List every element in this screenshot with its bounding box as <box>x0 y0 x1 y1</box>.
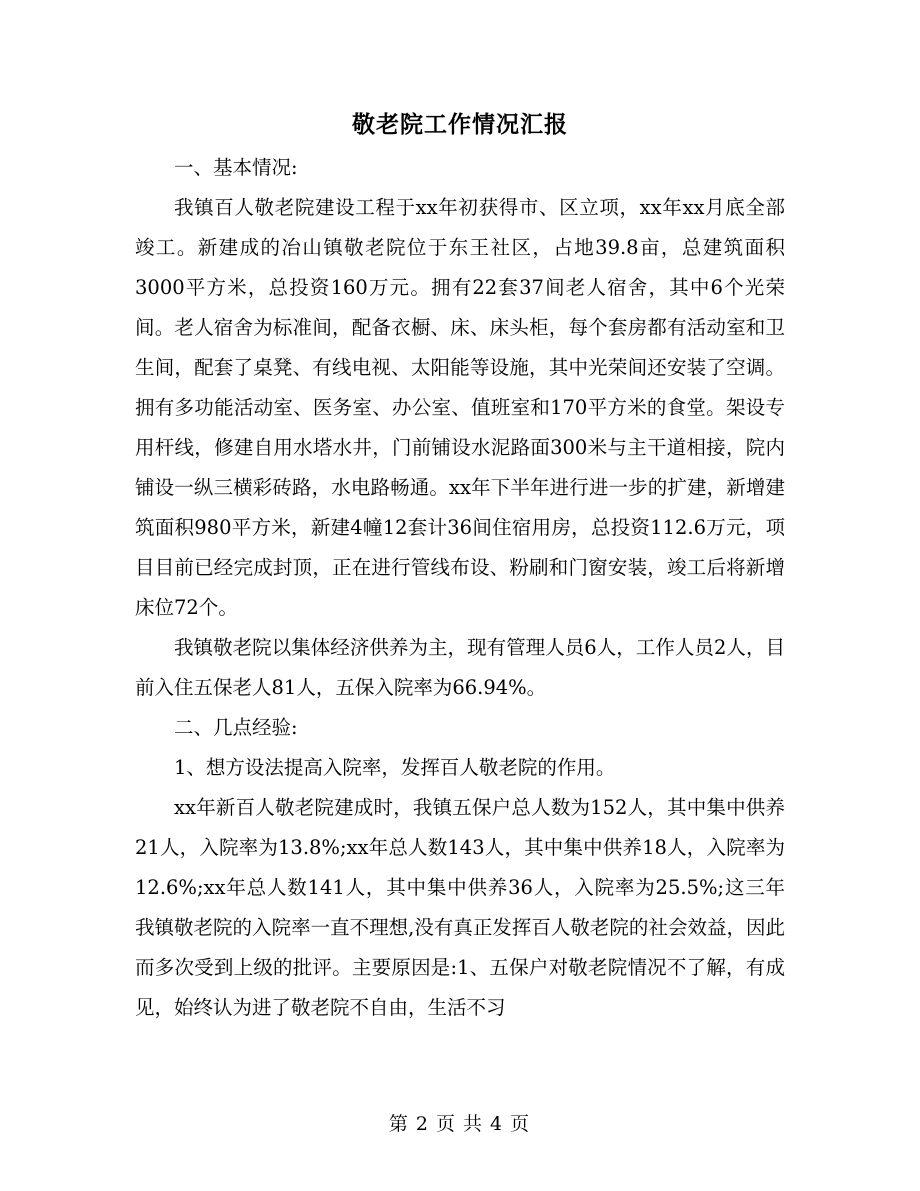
section-heading-basic-info: 一、基本情况: <box>174 156 298 179</box>
paragraph-construction: 我镇百人敬老院建设工程于xx年初获得市、区立项，xx年xx月底全部竣工。新建成的冶山镇敬老院位于东王社区，占地39.8亩，总建筑面积3000平方米，总投资160万元。拥有22套37间老人宿舍，其中6个光荣间。老人宿舍为标准间，配备衣橱、床、床头柜，每个套房都有活动室和卫生间，配套了桌凳、有线电视、太阳能等设施，其中光荣间还安装了空调。拥有多功能活动室、医务室、办公室、值班室和170平方米的食堂。架设专用杆线，修建自用水塔水井，门前铺设水泥路面300米与主干道相接，院内铺设一纵三横彩砖路，水电路畅通。xx年下半年进行进一步的扩建，新增建筑面积980平方米，新建4幢12套计36间住宿用房，总投资112.6万元，项目目前已经完成封顶，正在进行管线布设、粉刷和门窗安装，竣工后将新增床位72个。 <box>135 196 785 619</box>
footer-label-gong: 共 <box>463 1113 485 1135</box>
footer-label-di: 第 <box>388 1113 410 1135</box>
paragraph-staffing: 我镇敬老院以集体经济供养为主，现有管理人员6人，工作人员2人，目前入住五保老人81人，五保入院率为66.94%。 <box>135 636 785 699</box>
document-title: 敬老院工作情况汇报 <box>352 111 568 138</box>
section-heading-experience: 二、几点经验: <box>174 716 298 739</box>
footer-label-ye-end: 页 <box>510 1113 532 1135</box>
footer-current-page: 2 <box>415 1113 430 1135</box>
paragraph-admission-history: xx年新百人敬老院建成时，我镇五保户总人数为152人，其中集中供养21人，入院率为13.8%;xx年总人数143人，其中集中供养18人，入院率为12.6%;xx年总人数141人，其中集中供养36人，入院率为25.5%;这三年我镇敬老院的入院率一直不理想,没有真正发挥百人敬老院的社会效益，因此而多次受到上级的批评。主要原因是:1、五保户对敬老院情况不了解，有成见，始终认为进了敬老院不自由，生活不习 <box>135 796 785 1019</box>
subheading-admission-rate: 1、想方设法提高入院率，发挥百人敬老院的作用。 <box>174 756 616 779</box>
footer-total-pages: 4 <box>490 1113 505 1135</box>
page-number-footer <box>0 1110 920 1138</box>
document-body <box>135 148 785 1028</box>
footer-label-ye: 页 <box>435 1113 457 1135</box>
